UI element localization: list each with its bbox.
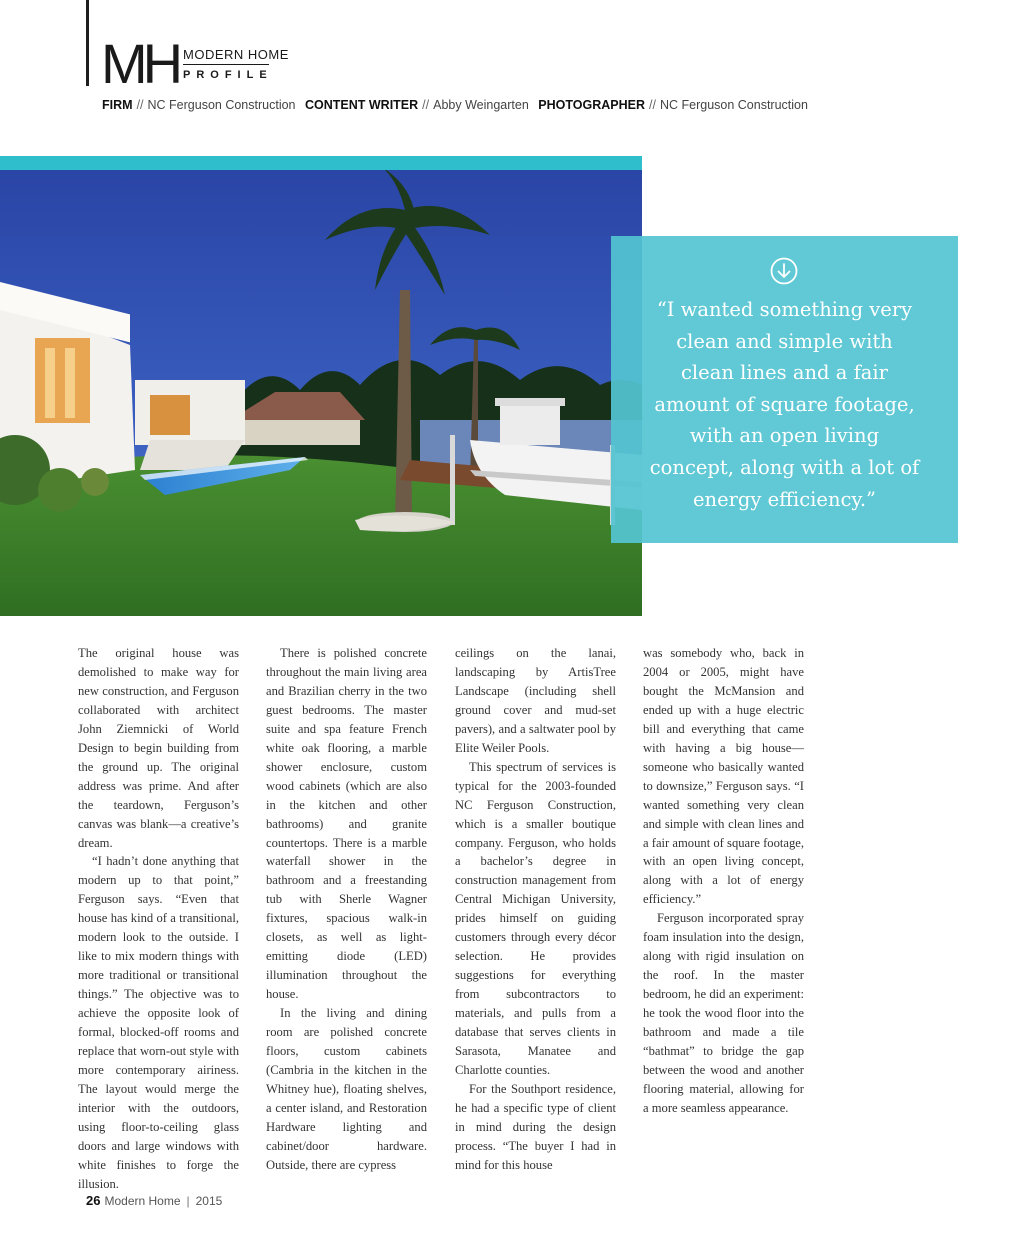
paragraph: was somebody who, back in 2004 or 2005, might have bought the McMansion and ended up with a huge electric bill and everything that came with having a big house—someone who basically wanted to downsize,” Ferguson says. “I wanted something very clean and simple with clean lines and a fair amount of square footage, with an open living concept, along with a lot of energy efficiency.” [643, 646, 804, 907]
paragraph: “I hadn’t done anything that modern up to that point,” Ferguson says. “Even that house has kind of a transitional, modern look to the outside. I like to mix modern things with more traditional or transitional things.” The objective was to achieve the opposite look of formal, blocked-off rooms and replace that worn-out style with more contemporary airiness. The layout would merge the interior with the outdoors, using floor-to-ceiling glass doors and large windows with white finishes to forge the illusion. [78, 854, 239, 1191]
credit-value-photographer: NC Ferguson Construction [659, 98, 808, 112]
article-column-2 [266, 644, 427, 1175]
credit-value-writer: Abby Weingarten [433, 98, 529, 112]
pull-quote-box [611, 236, 958, 543]
paragraph: There is polished concrete throughout the main living area and Brazilian cherry in the two guest bedrooms. The master suite and spa feature French white oak flooring, a marble shower enclosure, custom wood cabinets (which are also in the kitchen and other bathrooms) and granite countertops. There is a marble waterfall shower in the bathroom and a freestanding tub with Sherle Wagner fixtures, spacious walk-in closets, as well as light-emitting diode (LED) illumination throughout the house. [266, 646, 427, 1002]
paragraph: In the living and dining room are polished concrete floors, custom cabinets (Cambria in the kitchen in the Whitney hue), floating shelves, a center island, and Restoration Hardware lighting and cabinet/door hardware. Outside, there are cypress [266, 1006, 427, 1172]
paragraph: This spectrum of services is typical for the 2003-founded NC Ferguson Construction, which is a smaller boutique company. Ferguson, who holds a bachelor’s degree in construction management from Central Michigan University, prides himself on guiding customers through every décor selection. He provides suggestions for everything from subcontractors to materials, and pulls from a database that serves clients in Sarasota, Manatee and Charlotte counties. [455, 759, 616, 1077]
accent-bar [0, 156, 642, 170]
brand-divider [183, 64, 269, 65]
credit-label-firm: FIRM [102, 98, 133, 112]
brand-line-2: PROFILE [183, 69, 273, 81]
credit-separator: // [422, 98, 430, 112]
brand-line-1: MODERN HOME [183, 47, 289, 62]
credits-line [102, 98, 814, 112]
credit-separator: // [649, 98, 656, 112]
house-photo-illustration [0, 170, 642, 616]
article-column-3 [455, 644, 616, 1175]
page-footer [86, 1193, 222, 1208]
credit-separator: // [136, 98, 144, 112]
page-number: 26 [86, 1193, 101, 1208]
paragraph: The original house was demolished to make way for new construction, and Ferguson collaborated with architect John Ziemnicki of World Design to begin building from the ground up. The original address was prime. And after the teardown, Ferguson’s canvas was blank—a creative’s dream. [78, 646, 239, 850]
paragraph: For the Southport residence, he had a specific type of client in mind during the design process. “The buyer I had in mind for this house [455, 1081, 616, 1172]
brand-monogram: MH [101, 32, 179, 95]
publication-year: 2015 [195, 1194, 223, 1208]
pull-quote-text: “I wanted something very clean and simple with clean lines and a fair amount of square footage, with an open living concept, along with a lot of energy efficiency.” [649, 298, 920, 511]
footer-separator: | [186, 1194, 190, 1208]
credit-label-photographer: PHOTOGRAPHER [538, 98, 646, 112]
credit-value-firm: NC Ferguson Construction [147, 98, 296, 112]
article-column-1 [78, 644, 239, 1194]
arrow-down-circle-icon [770, 257, 798, 285]
paragraph: Ferguson incorporated spray foam insulation into the design, along with rigid insulation on the roof. In the master bedroom, he did an experiment: he took the wood floor into the bathroom and made a tile “bathmat” to bridge the gap between the wood and another flooring material, allowing for a more seamless appearance. [643, 911, 804, 1115]
article-column-4 [643, 644, 804, 1118]
paragraph: ceilings on the lanai, landscaping by ArtisTree Landscape (including shell ground cover and mud-set pavers), and a saltwater pool by Elite Weiler Pools. [455, 646, 616, 755]
credit-label-writer: CONTENT WRITER [304, 98, 419, 112]
house-photo [0, 170, 642, 616]
masthead-rule [86, 0, 89, 86]
publication-name: Modern Home [104, 1194, 181, 1208]
